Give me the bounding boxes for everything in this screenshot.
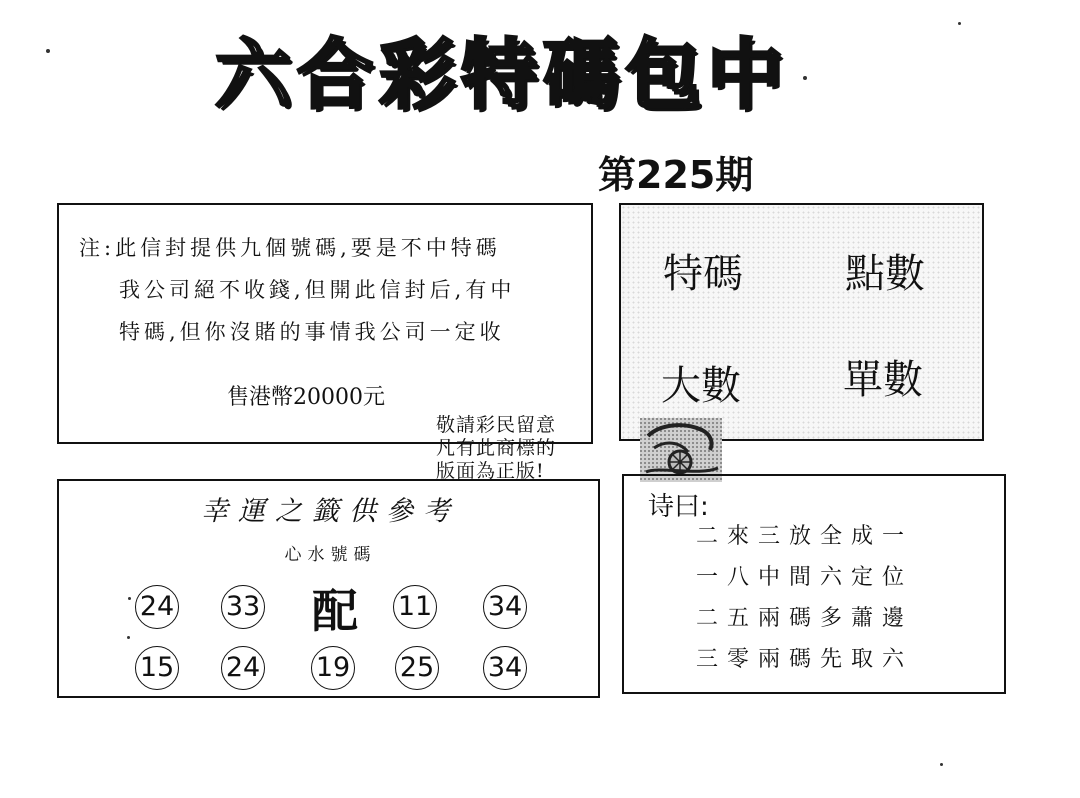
type-points: 點數	[845, 251, 925, 297]
poem-line: 一八中間六定位	[696, 565, 914, 590]
poem-line: 二來三放全成一	[696, 524, 914, 549]
note-box	[57, 203, 593, 444]
number-ball: 33	[221, 585, 265, 629]
poem-line: 三零兩碼先取六	[696, 647, 914, 672]
number-ball: 34	[483, 646, 527, 690]
type-big-number: 大數	[661, 363, 741, 409]
note-line: 特碼,但你沒賭的事情我公司一定收	[119, 320, 505, 344]
lucky-numbers-box	[57, 479, 600, 698]
number-ball: 34	[483, 585, 527, 629]
type-box	[619, 203, 984, 441]
notice-line: 版面為正版!	[436, 460, 545, 482]
scan-speck	[128, 597, 131, 600]
page-title: 六合彩特碼包中	[215, 30, 789, 119]
scan-speck	[127, 636, 130, 639]
pairing-label: 配	[312, 584, 358, 638]
scan-speck	[958, 22, 961, 25]
note-line: 我公司絕不收錢,但開此信封后,有中	[119, 278, 516, 302]
poem-box	[622, 474, 1006, 694]
number-ball: 19	[311, 646, 355, 690]
scan-speck	[803, 76, 807, 80]
notice-line: 敬請彩民留意	[436, 414, 557, 436]
issue-number: 第225期	[598, 153, 754, 197]
type-odd-number: 單數	[843, 357, 923, 403]
price-text: 售港幣20000元	[227, 385, 385, 410]
lucky-subtitle: 心水號碼	[284, 545, 377, 565]
note-line: 注:此信封提供九個號碼,要是不中特碼	[79, 236, 501, 260]
lucky-title: 幸運之籤供參考	[201, 496, 460, 527]
poem-label: 诗曰:	[648, 492, 709, 522]
type-special-code: 特碼	[663, 251, 743, 297]
scan-speck	[46, 49, 50, 53]
number-ball: 24	[221, 646, 265, 690]
scan-speck	[940, 763, 943, 766]
trademark-stamp-icon	[640, 418, 722, 482]
number-ball: 25	[395, 646, 439, 690]
notice-line: 凡有此商標的	[436, 437, 557, 459]
number-ball: 11	[393, 585, 437, 629]
poem-line: 二五兩碼多蕭邊	[696, 606, 914, 631]
number-ball: 15	[135, 646, 179, 690]
number-ball: 24	[135, 585, 179, 629]
notice-text	[436, 414, 636, 483]
